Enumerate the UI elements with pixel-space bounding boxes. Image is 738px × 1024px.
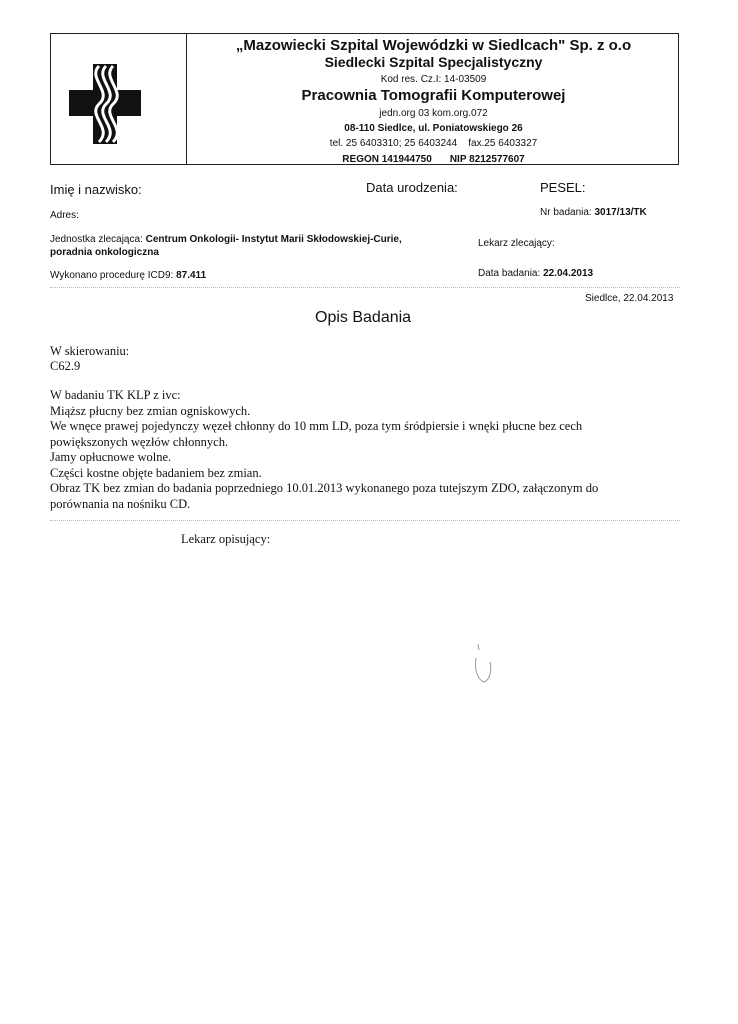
referral-label: W skierowaniu: — [50, 344, 130, 358]
cross-logo-icon — [69, 64, 141, 144]
exam-date-label: Data badania: — [478, 268, 541, 279]
exam-date-value: 22.04.2013 — [543, 268, 594, 279]
exam-date — [478, 268, 593, 279]
ordering-unit-value: Centrum Onkologii- Instytut Marii Skłodowskiej-Curie, — [145, 234, 402, 245]
kod-res: Kod res. Cz.I: 14-03509 — [380, 74, 487, 85]
exam-number-label: Nr badania: — [540, 207, 592, 218]
signature-mark — [470, 640, 500, 690]
report-line: Części kostne objęte badaniem bez zmian. — [50, 465, 262, 480]
jedn-org: jedn.org 03 kom.org.072 — [379, 108, 488, 119]
hospital-subtitle: Siedlecki Szpital Specjalistyczny — [324, 54, 543, 70]
info-divider — [50, 287, 680, 288]
exam-number-value: 3017/13/TK — [594, 207, 647, 218]
header-box — [50, 33, 679, 165]
procedure-label: Wykonano procedurę ICD9: — [50, 270, 174, 281]
hospital-name: „Mazowiecki Szpital Wojewódzki w Siedlcach" Sp. z o.o — [235, 37, 632, 54]
name-label: Imię i nazwisko: — [50, 182, 142, 197]
hospital-phones: tel. 25 6403310; 25 6403244 fax.25 6403327 — [329, 138, 538, 149]
nip: NIP 8212577607 — [449, 154, 525, 165]
report-line: W badaniu TK KLP z ivc: — [50, 388, 181, 402]
report-divider — [50, 520, 680, 521]
ordering-unit-label: Jednostka zlecająca: — [50, 234, 143, 245]
procedure-value: 87.411 — [176, 270, 207, 281]
place-date: Siedlce, 22.04.2013 — [585, 293, 674, 304]
report-line: Miąższ płucny bez zmian ogniskowych. — [50, 403, 251, 418]
report-line: We wnęce prawej pojedynczy węzeł chłonny do 10 mm LD, poza tym śródpiersie i wnęki płucne bez cech — [50, 419, 583, 433]
report-line: porównania na nośniku CD. — [50, 496, 191, 511]
referral-code: C62.9 — [50, 359, 81, 373]
exam-number — [540, 207, 647, 218]
department-name: Pracownia Tomografii Komputerowej — [301, 87, 566, 104]
report-title: Opis Badania — [315, 309, 412, 326]
address-label: Adres: — [50, 210, 79, 221]
ordering-unit — [50, 234, 402, 245]
regon-nip — [187, 154, 680, 165]
ordering-doctor-label: Lekarz zlecający: — [478, 238, 555, 249]
report-body — [50, 388, 598, 512]
procedure — [50, 270, 206, 281]
pesel-label: PESEL: — [540, 180, 586, 195]
regon: REGON 141944750 — [342, 154, 432, 165]
signing-doctor-label: Lekarz opisujący: — [181, 532, 271, 546]
report-line: Obraz TK bez zmian do badania poprzedniego 10.01.2013 wykonanego poza tutejszym ZDO, załączonym do — [50, 481, 599, 495]
report-line: Jamy opłucnowe wolne. — [50, 450, 172, 464]
dob-label: Data urodzenia: — [366, 180, 458, 195]
hospital-address: 08-110 Siedlce, ul. Poniatowskiego 26 — [344, 123, 523, 134]
ordering-unit-value-2: poradnia onkologiczna — [50, 247, 159, 258]
report-line: powiększonych węzłów chłonnych. — [50, 434, 229, 449]
